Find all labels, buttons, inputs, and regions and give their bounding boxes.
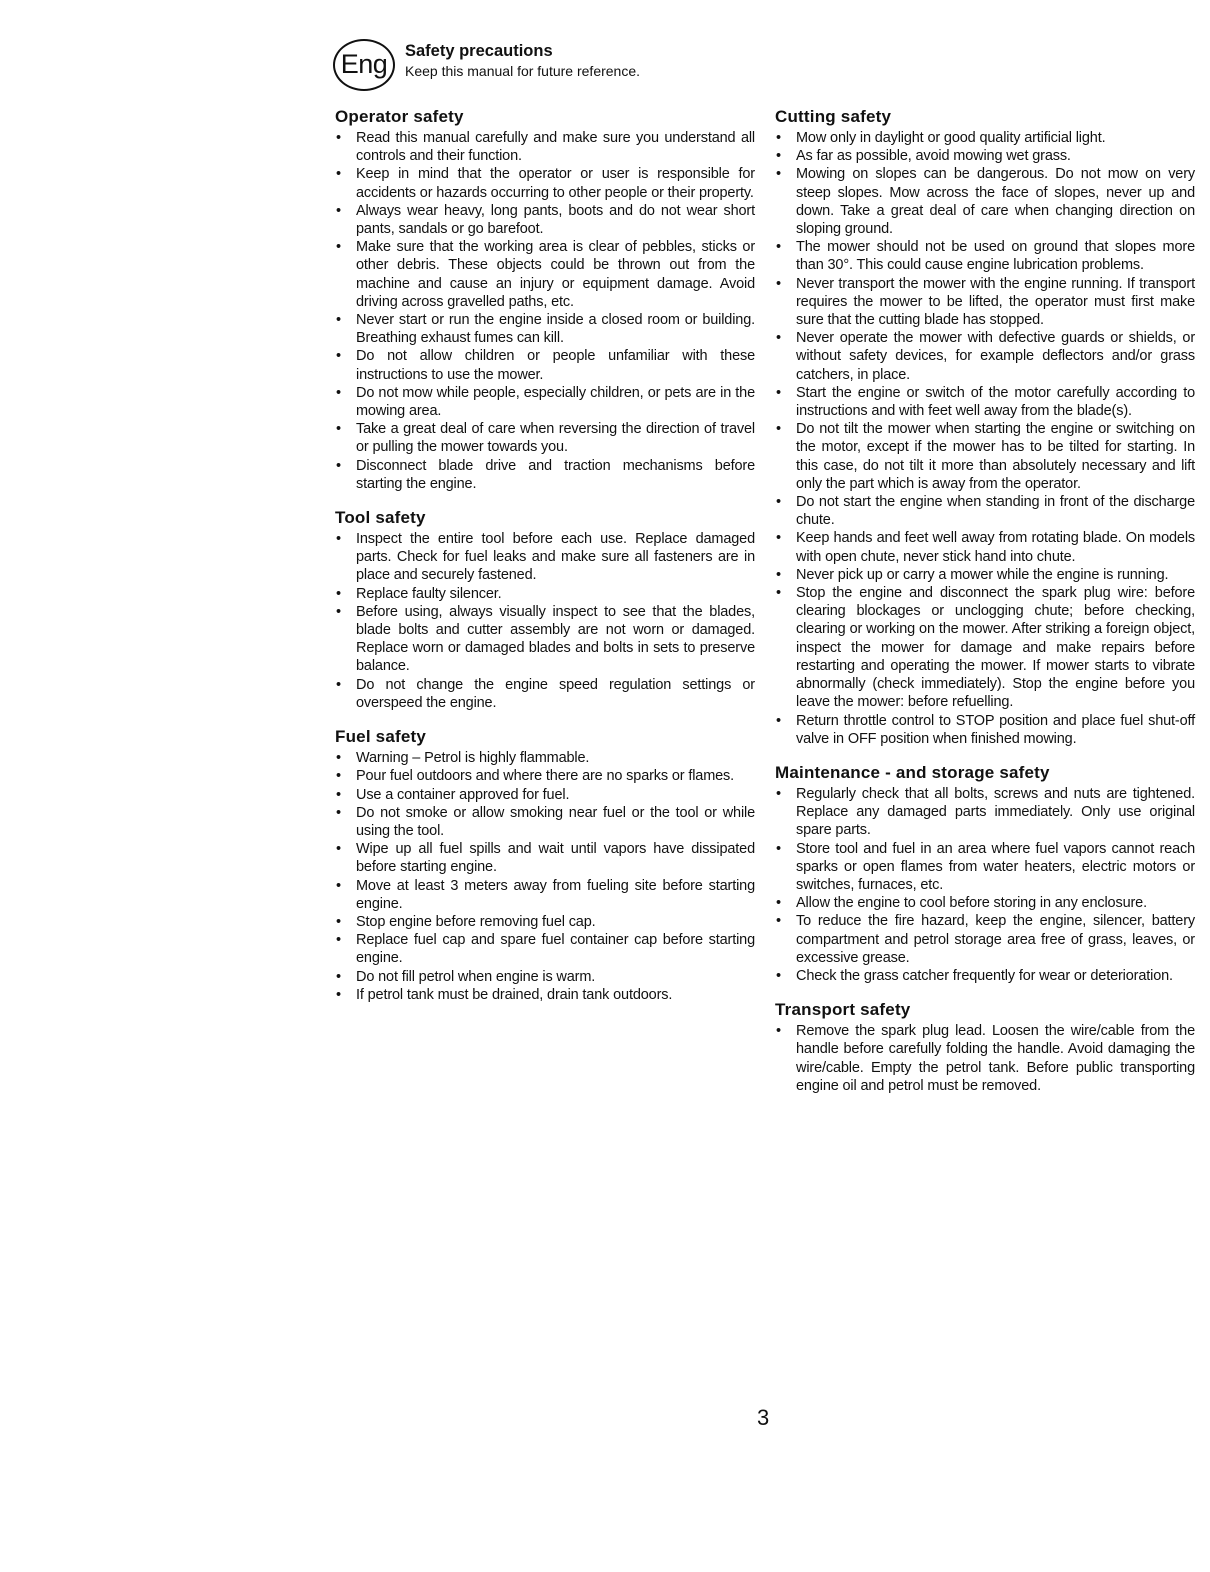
bullet-list: [335, 129, 755, 493]
list-item: • Stop engine before removing fuel cap.: [335, 913, 755, 931]
list-item: • Return throttle control to STOP position and place fuel shut-off valve in OFF position when finished mowing.: [775, 712, 1195, 748]
list-item: • Check the grass catcher frequently for wear or deterioration.: [775, 967, 1195, 985]
list-item: • Start the engine or switch of the motor carefully according to instructions and with feet well away from the blade(s).: [775, 384, 1195, 420]
list-item: • Use a container approved for fuel.: [335, 786, 755, 804]
list-item: • Replace faulty silencer.: [335, 585, 755, 603]
section-title: Maintenance - and storage safety: [775, 762, 1050, 782]
section: [335, 507, 755, 712]
section-title: Cutting safety: [775, 107, 892, 126]
language-eng-icon: Eng: [333, 39, 395, 91]
list-item: • To reduce the fire hazard, keep the engine, silencer, battery compartment and petrol storage area free of grass, leaves, or excessive grease.: [775, 912, 1195, 967]
list-item: • Read this manual carefully and make sure you understand all controls and their function.: [335, 129, 755, 165]
section: [335, 106, 755, 493]
section: [775, 762, 1195, 985]
list-item: • Allow the engine to cool before storing in any enclosure.: [775, 894, 1195, 912]
page-subtitle: Keep this manual for future reference.: [405, 63, 641, 79]
list-item: • Never pick up or carry a mower while the engine is running.: [775, 566, 1195, 584]
section-title: Operator safety: [335, 107, 464, 126]
list-item: • Regularly check that all bolts, screws and nuts are tightened. Replace any damaged parts immediately. Only use original spare parts.: [775, 785, 1195, 840]
list-item: • Keep hands and feet well away from rotating blade. On models with open chute, never stick hand into chute.: [775, 529, 1195, 565]
list-item: • Never start or run the engine inside a closed room or building. Breathing exhaust fumes can kill.: [335, 311, 755, 347]
list-item: • If petrol tank must be drained, drain tank outdoors.: [335, 986, 755, 1004]
section-title: Tool safety: [335, 508, 426, 528]
section: [775, 106, 1195, 748]
bullet-list: [335, 530, 755, 712]
list-item: • Wipe up all fuel spills and wait until vapors have dissipated before starting engine.: [335, 840, 755, 876]
list-item: • Store tool and fuel in an area where fuel vapors cannot reach sparks or open flames from water heaters, electric motors or switches, furnaces, etc.: [775, 840, 1195, 895]
list-item: • Do not start the engine when standing in front of the discharge chute.: [775, 493, 1195, 529]
page-number: 3: [757, 1405, 770, 1430]
section: [335, 726, 755, 1004]
list-item: • Before using, always visually inspect to see that the blades, blade bolts and cutter assembly are not worn or damaged. Replace worn or damaged blades and bolts in sets to preserve balance.: [335, 603, 755, 676]
list-item: • Do not change the engine speed regulation settings or overspeed the engine.: [335, 676, 755, 712]
list-item: • Never transport the mower with the engine running. If transport requires the mower to be lifted, the operator must first make sure that the cutting blade has stopped.: [775, 275, 1195, 330]
list-item: • Do not smoke or allow smoking near fuel or the tool or while using the tool.: [335, 804, 755, 840]
bullet-list: [775, 1022, 1195, 1095]
list-item: • Do not fill petrol when engine is warm.: [335, 968, 755, 986]
list-item: • Always wear heavy, long pants, boots and do not wear short pants, sandals or go barefoot.: [335, 202, 755, 238]
list-item: • Inspect the entire tool before each use. Replace damaged parts. Check for fuel leaks and make sure all fasteners are in place and securely fastened.: [335, 530, 755, 585]
list-item: • Move at least 3 meters away from fueling site before starting engine.: [335, 877, 755, 913]
bullet-list: [335, 749, 755, 1004]
list-item: • As far as possible, avoid mowing wet grass.: [775, 147, 1195, 165]
list-item: • Take a great deal of care when reversing the direction of travel or pulling the mower towards you.: [335, 420, 755, 456]
section-title: Transport safety: [775, 1000, 911, 1020]
list-item: • Do not tilt the mower when starting the engine or switching on the motor, except if the mower has to be tilted for starting. In this case, do not tilt it more than absolutely necessary and lift only the part which is away from the operator.: [775, 420, 1195, 493]
list-item: • Remove the spark plug lead. Loosen the wire/cable from the handle before carefully folding the handle. Avoid damaging the wire/cable. Empty the petrol tank. Before public transporting engine oil and petrol must be removed.: [775, 1022, 1195, 1095]
list-item: • Mowing on slopes can be dangerous. Do not mow on very steep slopes. Mow across the face of slopes, never up and down. Take a great deal of care when changing direction on sloping ground.: [775, 165, 1195, 238]
list-item: • Never operate the mower with defective guards or shields, or without safety devices, for example deflectors and/or grass catchers, in place.: [775, 329, 1195, 384]
bullet-list: [775, 129, 1195, 748]
list-item: • Replace fuel cap and spare fuel container cap before starting engine.: [335, 931, 755, 967]
section: [775, 999, 1195, 1095]
list-item: • Disconnect blade drive and traction mechanisms before starting the engine.: [335, 457, 755, 493]
list-item: • The mower should not be used on ground that slopes more than 30°. This could cause engine lubrication problems.: [775, 238, 1195, 274]
list-item: • Mow only in daylight or good quality artificial light.: [775, 129, 1195, 147]
page-title: Safety precautions: [405, 42, 553, 60]
left-column: [335, 106, 755, 1018]
list-item: • Pour fuel outdoors and where there are no sparks or flames.: [335, 767, 755, 785]
list-item: • Warning – Petrol is highly flammable.: [335, 749, 755, 767]
bullet-list: [775, 785, 1195, 985]
list-item: • Stop the engine and disconnect the spark plug wire: before clearing blockages or unclogging chute; before checking, clearing or working on the mower. After striking a foreign object, inspect the mower for damage and make repairs before restarting and operating the mower. If mower starts to vibrate abnormally (check immediately). Stop the engine before you leave the mower: before refuelling.: [775, 584, 1195, 711]
section-title: Fuel safety: [335, 727, 427, 747]
list-item: • Do not allow children or people unfamiliar with these instructions to use the mower.: [335, 347, 755, 383]
list-item: • Keep in mind that the operator or user is responsible for accidents or hazards occurring to other people or their property.: [335, 165, 755, 201]
list-item: • Do not mow while people, especially children, or pets are in the mowing area.: [335, 384, 755, 420]
list-item: • Make sure that the working area is clear of pebbles, sticks or other debris. These objects could be thrown out from the machine and cause an injury or equipment damage. Avoid driving across gravelled paths, etc.: [335, 238, 755, 311]
right-column: [775, 106, 1195, 1109]
